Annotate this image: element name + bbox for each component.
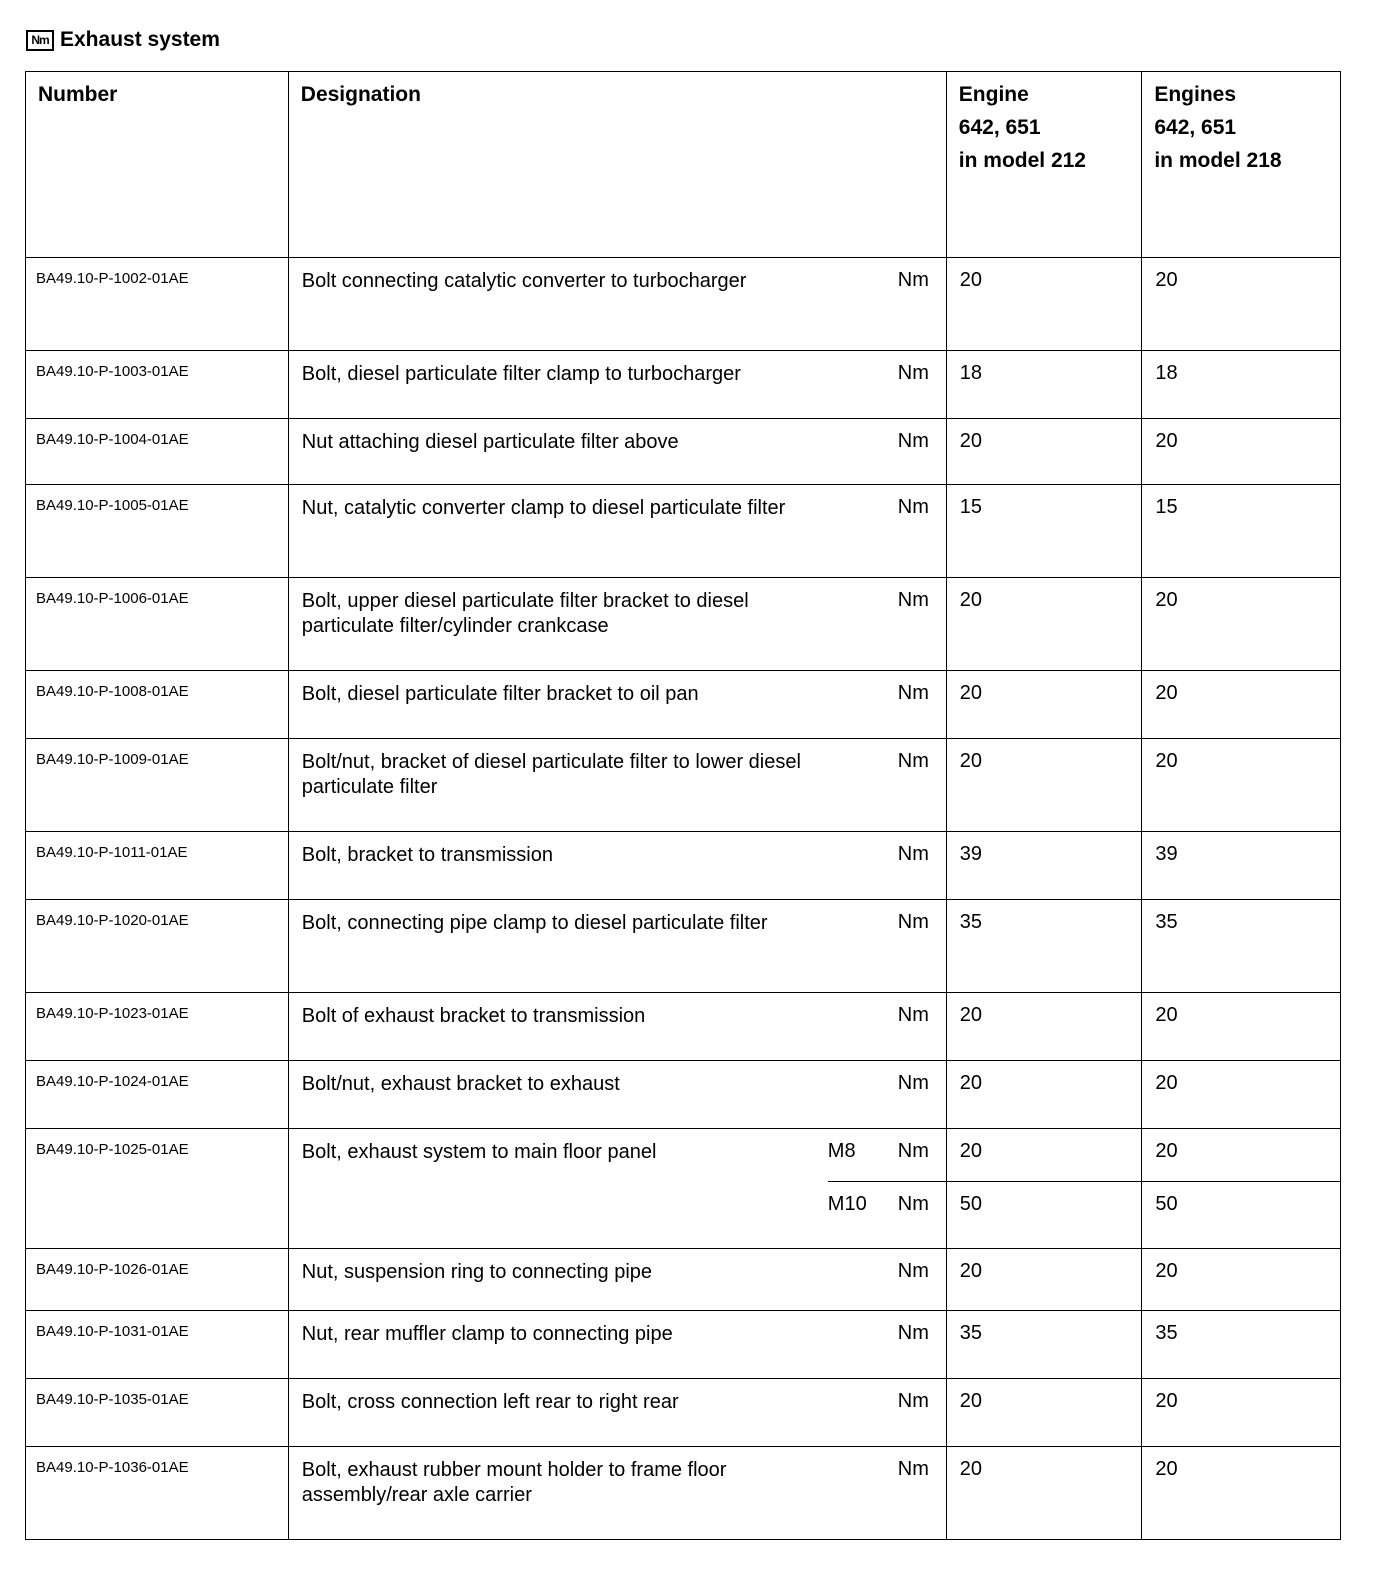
header-engine-212-line1: Engine: [958, 83, 1029, 106]
row-value-218: 20: [1142, 258, 1341, 351]
row-value-218: 20: [1142, 578, 1341, 671]
torque-table: [25, 71, 1341, 1540]
row-value-212: 20: [946, 1249, 1142, 1311]
row-value-212: 20: [946, 1447, 1142, 1540]
row-designation-cell: [288, 1129, 946, 1249]
table-row: [26, 739, 1341, 832]
row-number: BA49.10-P-1005-01AE: [26, 485, 289, 578]
header-engine-218-line3: in model 218: [1154, 149, 1282, 172]
value-m10: 50: [1142, 1181, 1340, 1233]
unit-label: Nm: [897, 750, 929, 772]
row-designation-cell: [288, 578, 946, 671]
row-number: BA49.10-P-1026-01AE: [26, 1249, 289, 1311]
unit-label: Nm: [897, 843, 929, 865]
row-designation-cell: [288, 900, 946, 993]
row-number: BA49.10-P-1025-01AE: [26, 1129, 289, 1249]
row-value-218: 35: [1142, 1311, 1341, 1379]
thread-size: M8: [827, 1140, 856, 1162]
row-number: BA49.10-P-1011-01AE: [26, 832, 289, 900]
row-value-212: 39: [946, 832, 1142, 900]
row-number: BA49.10-P-1024-01AE: [26, 1061, 289, 1129]
row-value-218: 15: [1142, 485, 1341, 578]
value-m10: 50: [947, 1181, 1142, 1233]
table-row: [26, 419, 1341, 485]
row-value-218: 35: [1142, 900, 1341, 993]
row-value-212: 20: [946, 578, 1142, 671]
row-designation-cell: [288, 1249, 946, 1311]
row-value-212: 20: [946, 671, 1142, 739]
row-value-218: 20: [1142, 671, 1341, 739]
unit-label: Nm: [897, 269, 929, 291]
row-designation-cell: [288, 832, 946, 900]
row-designation: Bolt, cross connection left rear to right rear: [301, 1391, 679, 1413]
row-value-212: 20: [946, 739, 1142, 832]
row-designation-cell: [288, 671, 946, 739]
table-header-row: [26, 72, 1341, 258]
row-designation: Nut, rear muffler clamp to connecting pipe: [301, 1323, 673, 1345]
value-m8: 20: [1155, 1140, 1178, 1162]
row-number: BA49.10-P-1004-01AE: [26, 419, 289, 485]
table-row: [26, 1447, 1341, 1540]
unit-label: Nm: [897, 1072, 929, 1094]
table-row: [26, 258, 1341, 351]
row-number: BA49.10-P-1036-01AE: [26, 1447, 289, 1540]
row-number: BA49.10-P-1031-01AE: [26, 1311, 289, 1379]
row-value-218: 20: [1142, 1249, 1341, 1311]
row-number: BA49.10-P-1002-01AE: [26, 258, 289, 351]
row-number: BA49.10-P-1003-01AE: [26, 351, 289, 419]
row-designation: Bolt, exhaust rubber mount holder to frame floor assembly/rear axle carrier: [301, 1459, 727, 1506]
row-number: BA49.10-P-1020-01AE: [26, 900, 289, 993]
row-designation-cell: [288, 258, 946, 351]
row-designation: Nut attaching diesel particulate filter above: [301, 431, 679, 453]
row-designation-cell: [288, 993, 946, 1061]
row-value-218: 20: [1142, 993, 1341, 1061]
row-value-212: 20: [946, 419, 1142, 485]
row-designation-cell: [288, 1379, 946, 1447]
row-designation-cell: [288, 1061, 946, 1129]
unit-label: Nm: [897, 1193, 929, 1215]
table-row: [26, 1249, 1341, 1311]
row-number: BA49.10-P-1009-01AE: [26, 739, 289, 832]
table-row: [26, 1061, 1341, 1129]
value-m8: 20: [959, 1140, 983, 1162]
row-value-212: 20: [946, 993, 1142, 1061]
row-value-218: 20: [1142, 1379, 1341, 1447]
row-designation: Bolt, connecting pipe clamp to diesel particulate filter: [301, 912, 768, 934]
table-row: [26, 671, 1341, 739]
row-designation-cell: [288, 739, 946, 832]
row-value-218: 20: [1142, 1061, 1341, 1129]
section-title-text: Exhaust system: [60, 28, 220, 51]
row-number: BA49.10-P-1035-01AE: [26, 1379, 289, 1447]
header-engine-212-line3: in model 212: [958, 149, 1086, 172]
row-number: BA49.10-P-1006-01AE: [26, 578, 289, 671]
row-designation: Nut, catalytic converter clamp to diesel particulate filter: [301, 497, 786, 519]
row-number: BA49.10-P-1008-01AE: [26, 671, 289, 739]
row-designation-cell: [288, 1447, 946, 1540]
row-designation-cell: [288, 419, 946, 485]
table-row: [26, 900, 1341, 993]
header-engine-218-line2: 642, 651: [1154, 116, 1237, 139]
thread-size: M10: [827, 1193, 867, 1215]
header-engine-212-line2: 642, 651: [958, 116, 1041, 139]
table-row: [26, 832, 1341, 900]
row-designation-cell: [288, 351, 946, 419]
header-number: Number: [26, 72, 289, 258]
table-row: [26, 993, 1341, 1061]
unit-label: Nm: [897, 1260, 929, 1282]
header-designation: Designation: [288, 72, 946, 258]
unit-label: Nm: [897, 1004, 929, 1026]
row-value-218: 18: [1142, 351, 1341, 419]
row-designation: Bolt, diesel particulate filter clamp to turbocharger: [301, 363, 741, 385]
table-row: [26, 485, 1341, 578]
row-designation: Bolt/nut, bracket of diesel particulate filter to lower diesel particulate filter: [301, 751, 801, 798]
row-value-212: 20: [946, 1061, 1142, 1129]
row-designation: Bolt, bracket to transmission: [301, 844, 553, 866]
torque-icon: Nm: [26, 30, 54, 51]
table-row: [26, 578, 1341, 671]
row-value-212: 35: [946, 1311, 1142, 1379]
table-row: [26, 351, 1341, 419]
unit-label: Nm: [897, 1322, 929, 1344]
row-designation: Bolt of exhaust bracket to transmission: [301, 1005, 646, 1027]
row-designation: Bolt, upper diesel particulate filter bracket to diesel particulate filter/cylinder crankcase: [301, 590, 749, 637]
row-value-212: 20: [946, 258, 1142, 351]
row-value-212: [946, 1129, 1142, 1249]
row-designation: Nut, suspension ring to connecting pipe: [301, 1261, 653, 1283]
row-value-218: 20: [1142, 739, 1341, 832]
row-designation: Bolt, exhaust system to main floor panel: [301, 1141, 657, 1163]
unit-label: Nm: [897, 1458, 929, 1480]
row-designation: Bolt connecting catalytic converter to turbocharger: [301, 270, 747, 292]
section-title: [26, 24, 220, 56]
header-engine-218: [1142, 72, 1341, 258]
row-value-218: 39: [1142, 832, 1341, 900]
row-value-218: 20: [1142, 1447, 1341, 1540]
row-designation: Bolt/nut, exhaust bracket to exhaust: [301, 1073, 620, 1095]
row-designation: Bolt, diesel particulate filter bracket to oil pan: [301, 683, 699, 705]
table-row: [26, 1379, 1341, 1447]
unit-label: Nm: [897, 496, 929, 518]
row-value-212: 15: [946, 485, 1142, 578]
unit-label: Nm: [897, 1390, 929, 1412]
unit-label: Nm: [897, 911, 929, 933]
row-designation-cell: [288, 485, 946, 578]
row-value-218: [1142, 1129, 1341, 1249]
unit-label: Nm: [897, 682, 929, 704]
unit-label: Nm: [897, 362, 929, 384]
row-number: BA49.10-P-1023-01AE: [26, 993, 289, 1061]
table-row: [26, 1129, 1341, 1249]
table-row: [26, 1311, 1341, 1379]
unit-label: Nm: [897, 589, 929, 611]
row-value-212: 35: [946, 900, 1142, 993]
header-engine-218-line1: Engines: [1154, 83, 1237, 106]
unit-label: Nm: [897, 1140, 929, 1162]
row-value-218: 20: [1142, 419, 1341, 485]
unit-label: Nm: [897, 430, 929, 452]
header-engine-212: [946, 72, 1142, 258]
row-value-212: 20: [946, 1379, 1142, 1447]
row-value-212: 18: [946, 351, 1142, 419]
row-designation-cell: [288, 1311, 946, 1379]
